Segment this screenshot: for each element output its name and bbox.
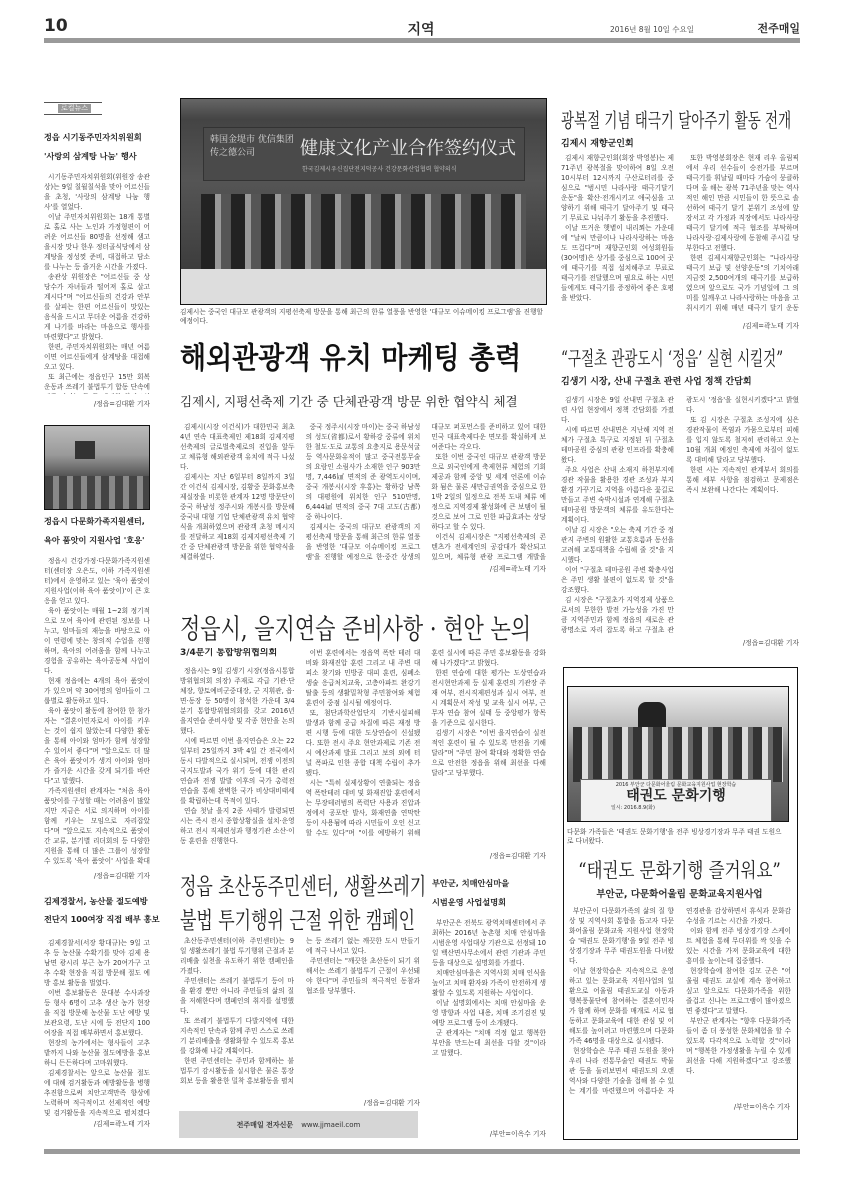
banner-left-text: 韩国金堤市 优信集团传之德公司 [210,135,294,158]
signing-ceremony-photo [180,98,547,305]
banner-title: 태권도 문화기행 [626,788,726,804]
paragraph: 김생기 시장은 "이번 을지연습이 실전적인 훈련이 될 수 있도록 만전을 기해 달라"며 "주민 참여 확대와 정확한 연습으로 안전한 정읍을 위해 최선을 다해 달라"고 당부했다. [431,729,546,777]
article-headline: 부안군, 치매안심마을 [432,878,510,888]
article-body [44,556,150,866]
byline: /정읍=김대환 기자 [489,852,546,860]
paragraph: 또, 첨단과학산업단지 기반시설피해 발생과 함께 공급 차질에 따른 재정 방편 시행 등에 대한 도상연습이 신설됐다. 또한 전시 주요 현안과제로 기존 전시 예산과제 발표 그리고 보의 외에 터널 폭파로 인한 종합 대책 수립이 추가됐다. [305,709,421,777]
paragraph: 이날 뜨거운 햇볕이 내리쬐는 가운데에 "날씨 만큼이나 나라사랑하는 마음도 뜨겁다"며 재향군인회 여성회원들(30여명)은 상가를 중심으로 100여 곳에 태극기를 직접 설치해주고 무료로 태극기를 전달했으며 필요로 하는 시민들에게도 태극기를 증정하여 좋은 호평을 받았다. [561,224,674,302]
header-rule [44,38,800,43]
article-headline: 김제경찰서, 농산물 절도예방 [44,896,148,906]
paragraph: 부안군은 전북도 광역치매센터에서 주최하는 2016년 농촌형 치매 안심마을 시범운영 사업대상 기관으로 선정돼 10일 백산면사무소에서 관련 기관과 주민 등을 대상으로 설명회를 가졌다. [432,919,546,967]
article-body [180,422,546,562]
paragraph: 또 쓰레기 불법투기 다발지역에 대한 지속적인 단속과 함께 주민 스스로 쓰레기 분리배출을 생활화할 수 있도록 홍보를 강화해 나갈 계획이다. [180,1017,294,1055]
paragraph: 시기동주민자치위원회(위원장 송관상)는 9일 칠월칠석을 맞아 어르신들을 초청, '사랑의 삼계탕 나눔 행사'를 열었다. [44,173,150,211]
paragraph: 정읍시 건강가정·다문화가족지원센터(센터장 오은도, 이하 가족지원센터)에서 운영하고 있는 '육아 품앗이 지원사업(이하 육아 품앗이)'이 큰 호응을 얻고 있다. [44,557,150,605]
paragraph: 시는 "특히 실제상황이 연출되는 정읍역 폭탄테러 대비 및 화재진압 훈련에서는 무장테러범의 폭력단 사용과 진압과정에서 공포탄 발사, 화재연출 연막탄 등이 사용됨에 따라 시민들이 오인 신고할 수도 있다"며 "이를 예방하기 위해 훈련 실시에 따른 주민 홍보활동을 강화해 나가겠다"고 밝혔다. [305,649,546,837]
paragraph: 김 시장은 "구절초가 지역경제 상품으로서의 무한한 발전 가능성을 가진 만큼 지역주민과 함께 정읍의 새로운 관광명소로 자리 잡도록 하고 구절초 관광도시 '정읍'을 실현시키겠다"고 밝혔다. [561,396,799,634]
banner-top-text: 2016 부안군 다문화어울림 문화교육지원사업 현장학습 [615,782,737,788]
paragraph: 현재 정읍에는 4개의 육아 품앗이가 있으며 약 30여명의 엄마들이 그룹별로 활동하고 있다. [44,677,150,705]
paragraph: 한편, 주민자치위원회는 매년 여름이면 어르신들에게 삼계탕을 대접해 오고 있다. [44,343,150,371]
byline: /정읍=김대환 기자 [742,639,799,647]
article-subhead: '사랑의 삼계탕 나눔' 행사 [44,151,137,161]
article-headline: 정읍시 다문화가족지원센터, [44,516,145,526]
paragraph: 주민센터는 쓰레기 불법투기 등이 마을 환경 뿐만 아니라 주민들의 삶의 질을 저해한다며 캠페인의 취지를 설명했다. [180,977,294,1015]
article-subhead: 부안군, 다문화어울림 문화교육지원사업 [596,889,763,900]
paragraph: 김제시 재향군인회(회장 박영봉)는 제71주년 광복절을 맞이하여 8일 오전 10시부터 12시까지 구산로터리를 중심으로 "범시민 나라사랑 태극기달기 운동"을 확산·전개시키고 애국심을 고양하기 위해 태극기 달아주기 및 태극기 무료로 나눠주기 활동을 추진했다. [561,154,674,222]
paragraph: 이날 김 시장은 "오는 축제 기간 중 정관지 주변의 원활한 교통흐름과 동선을 고려해 교통대책을 수립해 줄 것"을 지시했다. [561,526,674,564]
paragraph: 한편 김제시재향군인회는 "나라사랑 태극기 보급 및 선양운동"의 기치아래 지금껏 2,500여개의 태극기를 보급하였으며 앞으로도 국가 기념일에 그 의미를 일깨우고 나라사랑하는 마음을 고취시키기 위해 매년 태극기 달기 운동 [686,254,799,312]
article-headline: 해외관광객 유치 마케팅 총력 [180,341,522,376]
banner-title: 健康文化产业合作签约仪式 [300,138,516,159]
paragraph: 또 최근에는 정읍인구 15만 회복 운동과 쓰레기 불법투기 합동 단속에 [44,373,150,391]
ad-title: 전주매일 전자신문 [236,1120,294,1129]
paragraph: 이날 설명회에서는 치매 안심마을 운영 방향과 사업 내용, 치매 조기검진 및 예방 프로그램 등이 소개됐다. [432,999,546,1027]
article-body [180,648,546,848]
article-body [180,936,420,1096]
ad-url[interactable]: www.jjmaeil.com [301,1120,361,1129]
paragraph: 정읍시는 9일 김생기 시장(정읍시통합방위협의회 의장) 주재로 각급 기관·단체장, 향토예비군중대장, 군 지휘관, 읍·면·동장 등 50명이 참석한 가운데 3/4분기 통합방위협의회를 갖고 2016년 을지연습 준비사항 및 각종 현안을 논의했다. [180,667,295,735]
page-number: 10 [44,16,68,36]
paragraph: 이번 훈련에서는 정읍역 폭탄 테러 대비와 화재진압 훈련 그리고 내 주변 대피소 찾기와 민방공 대피 훈련, 심폐소생술 응급처치교육, 고층아파트 완강기 탈출 등의 생활밀착형 주민참여와 체험훈련이 중점 실시될 예정이다. [305,649,421,707]
paragraph: 김생기 시장은 9일 산내면 구절초 관련 사업 현장에서 정책 간담회를 가졌다. [561,396,674,424]
paragraph: 김제시(시장 이건식)가 대한민국 최초 4년 연속 대표축제인 제18회 김제지평선축제의 글로벌축제로의 진입을 앞두고 체류형 해외관광객 유치에 적극 나섰다. [180,423,295,471]
paragraph: 한편 연습에 대한 평가는 도상연습과 전시현안과제 등 실제 훈련의 기관장 주재 여부, 전시직제편성과 실시 여부, 전시 계획문서 작성 및 교육 실시 여부, 근무자 연습 참여 실태 등 중앙평가 항목을 기준으로 실시한다. [431,669,546,727]
children-group [573,727,783,782]
byline: /정읍=김대환 기자 [363,1099,420,1107]
article-headline-line1: 정읍 초산동주민센터, 생활쓰레기 [180,873,427,901]
paragraph: 시에 따르면 산내면은 지난해 지역 전체가 구절초 특구로 지정된 뒤 구절초 테마공원 중심의 관광 인프라를 확충해 왔다. [561,426,674,464]
photo-caption: 김제시는 중국인 대규모 관광객의 지평선축제 방문을 통해 최근의 한류 열풍을 반영한 '대규모 이슈메이킹 프로그램'을 진행할 예정이다. [180,308,543,325]
paragraph: 또한 박영봉회장은 현재 리우 올림픽에서 우리 선수들이 승전가를 부르며 태극기를 휘날릴 때마다 가슴이 뭉클하다며 올 해는 광복 71주년을 맞는 역사적인 해인 만큼 시민들이 한 뜻으로 솔선하여 태극기 달기 분위기 조성에 앞장서고 각 가정과 직장에서도 나라사랑 태극기 달기에 적극 협조를 부탁하며 나라사랑·김제사랑에 동참해 주시길 당부한다고 전했다. [686,154,799,252]
paragraph: 가족지원센터 관계자는 "처음 육아 품앗이를 구성할 때는 어려움이 많았지만 지금은 서로 의지하며 아이를 함께 키우는 모임으로 자리잡았다"며 "앞으로도 지속적으로 품앗이 간 교류, 분기별 리더회의 등 다양한 지원을 통해 더 많은 그룹이 성장할 수 있도록 '육아 품앗이' 사업을 확대 [44,787,150,865]
newspaper-name: 전주매일 [757,22,800,35]
paragraph: 중국 정주시(시장 마이)는 중국 하남성의 성도(省都)로서 황하강 중류에 위치한 철도·도로 교통의 요충지로 용문석굴 등 역사문화유적이 많고 중국전통무술의 요람인 소림사가 소재한 인구 903만명, 7,446㎢ 면적의 준 광역도시이며, 중국 개봉시(시장 후홍)는 황하강 남쪽의 대평원에 위치한 인구 510만명, 6,444㎢ 면적의 중국 7대 고도(古都) 중 하나이다. [305,423,421,521]
article-body [432,918,546,1126]
photo-caption: 다문화 가족들은 '태권도 문화기행'을 전주 빙상경기장과 무주 태권 도원으로 다녀왔다. [567,828,782,845]
byline: /정읍=김대환 기자 [93,400,150,408]
e-newspaper-ad[interactable] [179,1111,418,1138]
byline: /부안=이옥수 기자 [733,1103,790,1111]
whiteboard [75,441,95,459]
banner-date: 일시: 2016.8.9(화) [611,805,655,811]
event-banner [580,779,772,822]
local-news-logo [44,102,102,115]
article-subhead: 김제시 재향군인회 [561,139,634,149]
article-body [569,906,791,1098]
byline: /부안=이옥수 기자 [489,1130,546,1138]
paragraph: 초산동주민센터(이하 주민센터)는 9일 생활쓰레기 불법 투기행위 근절과 분리배출 실천을 유도하기 위한 캠페인을 가졌다. [180,937,294,975]
article-subhead: 육아 품앗이 지원사업 '호응' [44,535,145,545]
paragraph: 이어 "구절초 테마공원 주변 확충사업은 주민 생활 불편이 없도록 할 것"을 강조했다. [561,566,674,594]
paragraph: 부안군이 다문화가족의 삶의 질 향상 및 지역사회 통합을 돕고자 다문화어울림 문화교육 지원사업 현장학습 '태권도 문화기행'을 9일 전주 빙상경기장과 무주 태권도원을 다녀왔다. [569,907,674,965]
article-headline-line2: 불법 투기행위 근절 위한 캠페인 [180,907,416,935]
paragraph: 부안군 관계자는 "향후 다문화가족들이 좀 더 풍성한 문화체험을 할 수 있도록 다각적으로 노력할 것"이라며 "행복한 가정생활을 누릴 수 있게 최선을 다해 지원하겠다"고 강조했다. [686,1017,791,1075]
seated-people [45,476,149,509]
issue-date: 2016년 8월 10일 수요일 [610,25,695,34]
paragraph: 이건식 김제시장은 "지평선축제의 콘텐츠가 전세계인의 공감대가 확산되고 있으며, 체류형 관광 프로그램 개발을 [431,533,546,561]
paragraph: 연습 첫날 을지 2종 사태가 발령되면 시는 즉시 전시 종합상황실을 설치·운영하고 전시 직제편성과 행정기관 소산·이동 훈련을 진행한다. [180,807,295,845]
paragraph: 김제경찰서(서장 황대규)는 9일 고추 등 농산물 수확기를 맞아 김제 용남면 광시리 부근 농가 20여가구 고추 수확 현장을 직접 방문해 절도 예방 홍보 활동을 벌였다. [44,939,150,987]
paragraph: 현장학습은 무주 태권 도원을 찾아 우리 나라 전통무술인 태권도 박물관 등을 둘러보면서 태권도의 오랜 역사와 다양한 기술을 접해 볼 수 있는 계기를 마련했으며 아름다운 자연경관을 감상하면서 휴식과 문화감수성을 기르는 시간을 가졌다. [569,907,791,1095]
byline: /정읍=김대환 기자 [93,872,150,880]
paragraph: 현장의 농가에서는 형사들이 고추밭까지 나와 농산물 절도예방을 홍보하니 든든하다며 고마워했다. [44,1039,150,1067]
article-subhead: 시범운영 사업설명회 [432,897,507,907]
paragraph: 김제경찰서는 앞으로 농산물 절도에 대해 검거활동과 예방활동을 병행 추진함으로써 치안고객만족 향상에 노력하며 적극적이고 선제적인 예방 및 검거활동을 지속적으로 펼치겠다 [44,1069,150,1116]
paragraph: 현장학습에 참여한 김모 군은 "어울림 태권도 교실에 계속 참여하고 싶고 앞으로도 다문화가족을 위한 즐겁고 신나는 프로그램이 많아졌으면 좋겠다"고 말했다. [686,967,791,1015]
banner-subtitle: 한국김제시우신집단전지덕공사 건강문화산업협력 협약의식 [302,166,457,173]
article-body [44,938,150,1116]
article-headline: “태권도 문화기행 즐거워요” [578,858,781,882]
paragraph-group [180,648,546,848]
paragraph: 치매안심마을은 지역사회 치매 인식을 높이고 치매 환자와 가족이 안전하게 생활할 수 있도록 지원하는 사업이다. [432,969,546,997]
section-title: 지역 [407,22,435,38]
paragraph: 또 김 시장은 구절초 조성지에 심은 경관작물이 폭염과 가뭄으로부터 피해를 입지 않도록 철저히 관리하고 오는 10월 개최 예정인 축제에 차질이 없도록 대비해 달라고 당부했다. [686,416,799,464]
article-subhead: 김제시, 지평선축제 기간 중 단체관광객 방문 위한 협약식 체결 [180,394,518,409]
byline: /김제=곽노태 기자 [742,322,799,330]
article-subhead: 전단지 100여장 직접 배부 홍보 [44,914,160,924]
paragraph: 이날 주민자치위원회는 18개 통별로 홀로 사는 노인과 가정형편이 어려운 어르신들 80명을 선정해 샘고을시장 맛나 한우 정터골식당에서 삼계탕을 정성껏 준비, 대접하고 담소를 나누는 등 즐거운 시간을 가졌다. [44,213,150,271]
article-subhead: 3/4분기 통합방위협의회 [180,648,278,658]
article-body [561,395,799,635]
banner [203,127,525,181]
paragraph: 송관상 위원장은 "어르신들 중 상당수가 자녀들과 떨어져 홀로 살고 계시다"며 "어르신들의 건강과 안부를 살피는 한편 어르신들이 맛있는 음식을 드시고 무더운 여름을 건강하게 나기를 바라는 마음으로 행사를 마련했다"고 밝혔다. [44,273,150,341]
paragraph: 이번 홍보활동은 문대봉 수사과장 등 형사 6명이 고추 생산 농가 현장을 직접 방문해 농산물 도난 예방 및 보관요령, 도난 시에 등 전단지 100여장을 직접 배부하면서 홍보했다. [44,989,150,1037]
byline: /김제=곽노태 기자 [489,565,546,573]
paragraph: 주민센터는 "깨끗한 초산동이 되기 위해서는 쓰레기 불법투기 근절이 우선돼야 한다"며 주민들의 적극적인 동참과 협조를 당부했다. [306,957,420,995]
article-headline: 광복절 기념 태극기 달아주기 활동 전개 [561,109,792,133]
byline: /김제=곽노태 기자 [93,1120,150,1128]
paragraph: 한편 시는 지속적인 관계부서 회의를 통해 세부 사항을 점검하고 문제점은 즉시 보완해 나간다는 계획이다. [686,466,799,494]
footer-rule [44,1149,800,1154]
signing-table [181,269,546,304]
article-headline: 정읍시, 을지연습 준비사항 · 현안 논의 [180,613,532,645]
paragraph: 육아 품앗이는 매월 1~2회 정기적으로 모여 육아에 관련된 정보를 나누고, 엄마들의 재능을 바탕으로 아이 연령에 맞는 창의적 수업을 진행하며, 육아의 어려움을 함께 나누고 경험을 공유하는 육아공동체 사업이다. [44,607,150,675]
group-photo [567,686,789,822]
paragraph: 시에 따르면 이번 을지연습은 오는 22일부터 25일까지 3박 4일 간 전국에서 동시 다발적으로 실시되며, 전쟁 이전의 국지도발과 국가 위기 등에 대한 관리 연습과 전쟁 발발 이후의 국가 총력전 연습을 통해 완벽한 국가 비상대비태세를 확립하는데 목적이 있다. [180,737,295,805]
paragraph: 김제시는 중국의 대규모 관광객의 지평선축제 방문을 통해 최근의 한류 열풍을 반영한 '대규모 이슈메이킹 프로그램'을 진행할 예정으로 한·중간 상생의 대규모 퍼포먼스를 준비하고 있어 대한민국 대표축제다운 면모를 확실하게 보여준다는 각오다. [305,423,546,561]
paragraph: 군 관계자는 "치매 걱정 없고 행복한 부안을 만드는데 최선을 다할 것"이라고 말했다. [432,1029,546,1057]
paragraph: 김제시는 지난 6일부터 8일까지 3일간 이건식 김제시장, 김황중 문화홍보축제실장을 비롯한 관계자 12명 방문단이 중국 하남성 정주시와 개봉시를 방문해 중국내 대형 기업 단체관광객 유치 협약식을 개최하였으며 관광객 초청 메시지를 전달하고 제18회 김제지평선축제 기간 중 단체관광객 방문을 위한 협약식을 체결하였다. [180,473,295,561]
classroom-photo [44,425,150,510]
paragraph: 한편 주민센터는 주민과 함께하는 불법투기 감시활동을 실시함은 물론 통장회보 등을 활용한 밀착 홍보활동을 펼치는 등 쓰레기 없는 깨끗한 도시 만들기에 적극 나서고 있다. [180,937,420,1085]
paragraph: 이날 현장학습은 지속적으로 운영하고 있는 문화교육 지원사업의 일환으로 어울림 태권도교실 아동과 행복풍물단에 참여하는 결혼이민자가 함께 하며 문화를 매개로 서로 협동하고 문화교육에 대한 관심 및 이해도를 높이려고 마련했으며 다문화가족 46명을 대상으로 실시됐다. [569,967,674,1045]
paragraph: 주요 사업은 산내 소재지 하천부지에 경관 작물을 활용한 경관 조성과 부지환경 가꾸기로 지역을 아름다운 꽃길로 만들고 주변 숙박시설과 연계해 구절초 테마공원 방문객의 체류를 유도한다는 계획이다. [561,466,674,524]
paragraph: 육아 품앗이 활동에 참여한 한 참가자는 "결혼이민자로서 아이를 키우는 것이 쉽지 않았는데 다양한 활동을 통해 아이와 엄마가 함께 성장할 수 있어서 좋다"며 "앞으로도 더 많은 육아 품앗이가 생겨 아이와 엄마가 즐거운 시간을 갖게 되기를 바란다"고 말했다. [44,707,150,785]
article-subhead: 김생기 시장, 산내 구절초 관련 사업 정책 간담회 [561,377,752,387]
article-body [561,153,799,318]
paragraph: 이와 함께 전주 빙상경기장 스케이트 체험을 통해 무더위를 싹 잊을 수 있는 시간을 가져 문화교육에 대한 흥미를 높이는데 집중했다. [686,927,791,965]
paragraph: 또한 이번 중국인 대규모 관광객 방문으로 외국인에게 축제현류 체험의 기회 제공과 함께 중앙 및 세계 언론에 이슈화 됨은 물론 새만금권역을 중심으로 한 1박 2일의 일정으로 전북 도내 체류 예정으로 지역경제 활성화에 큰 보탬이 될 것으로 보여 그로 인한 파급효과는 상당하다고 할 수 있다. [431,453,546,531]
local-news-logo-text: 로컬뉴스 [58,104,91,113]
article-body [44,172,150,394]
article-headline: 정읍 시기동주민자치위원회 [44,132,142,142]
article-headline: “구절초 관광도시 ‘정읍’ 실현 시킬것” [561,347,784,371]
